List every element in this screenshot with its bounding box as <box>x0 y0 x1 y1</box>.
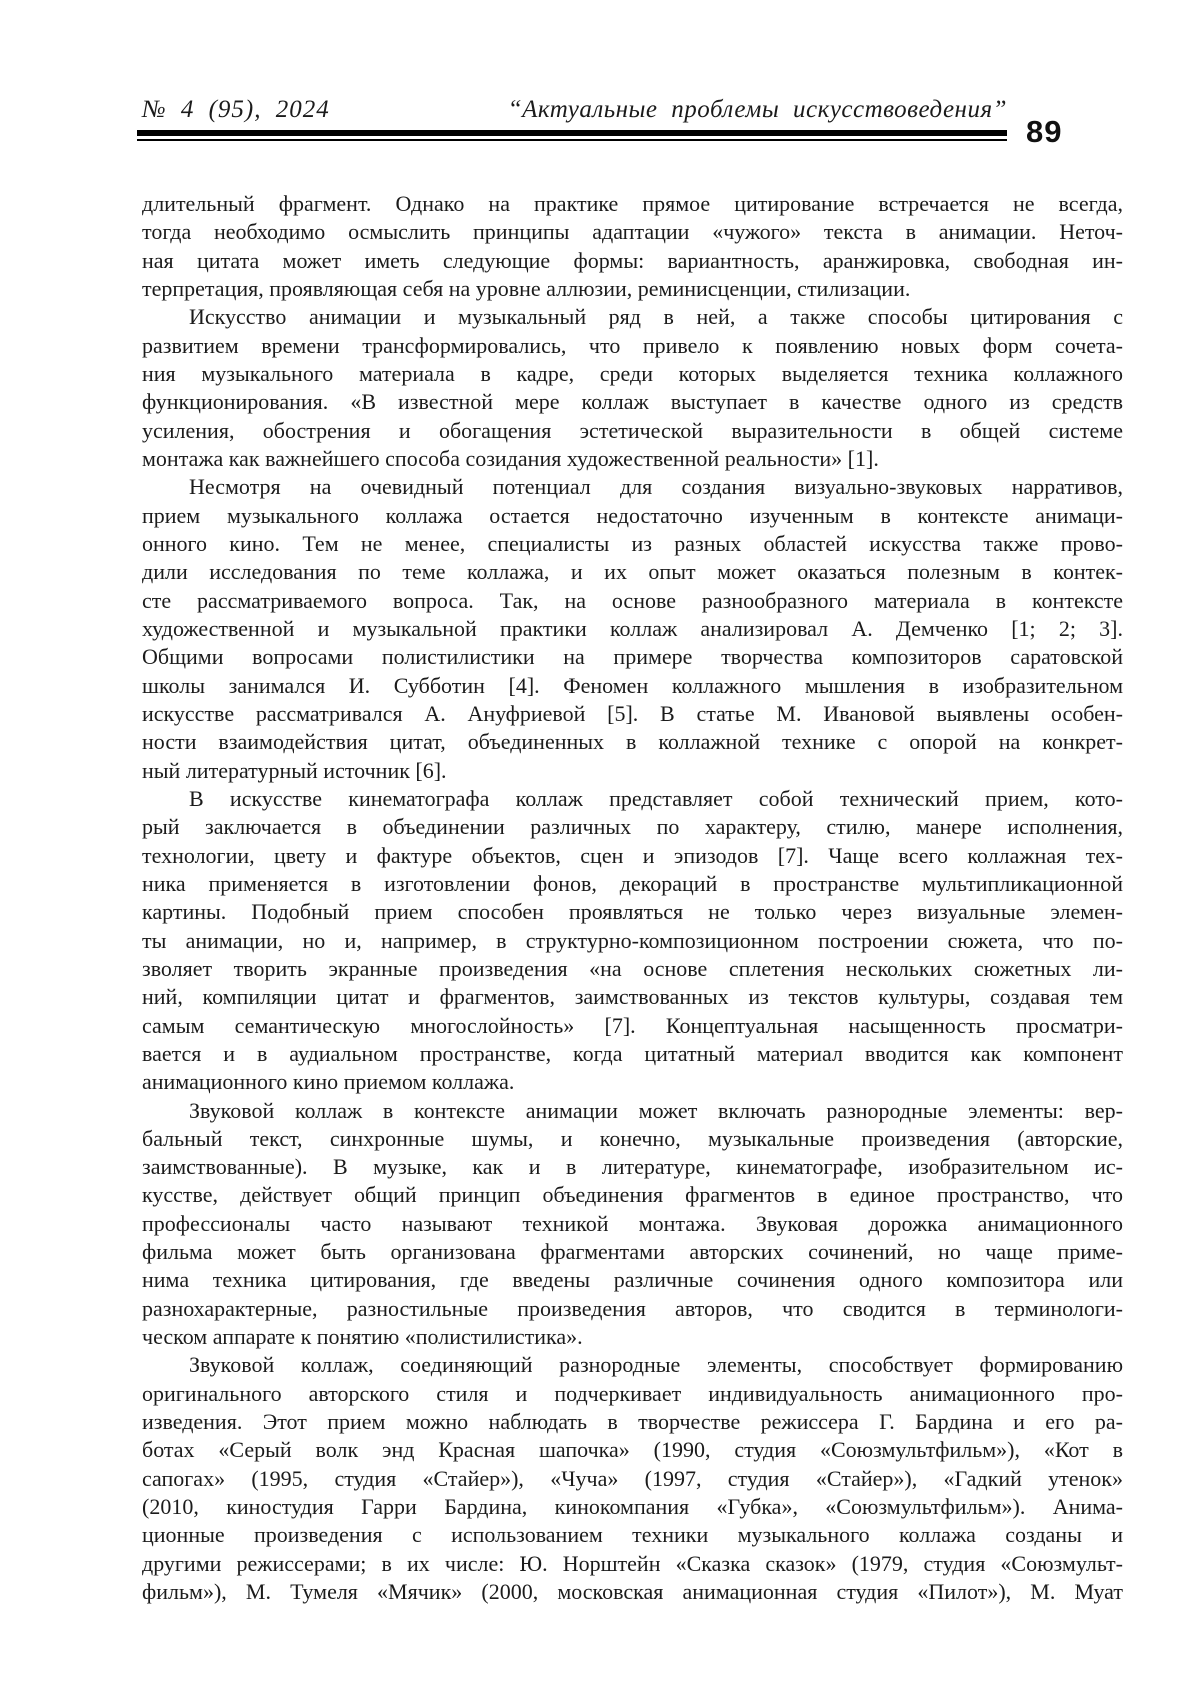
text-line: сте рассматриваемого вопроса. Так, на основе разнообразного материала в контексте <box>142 587 1123 613</box>
text-line: заимствованные). В музыке, как и в литературе, кинематографе, изобразительном ис- <box>142 1154 1123 1180</box>
page-number: 89 <box>1026 114 1063 149</box>
text-line: длительный фрагмент. Однако на практике прямое цитирование встречается не всегда, <box>142 191 1123 216</box>
text-line: Звуковой коллаж, соединяющий разнородные элементы, способствует формированию <box>189 1352 1123 1378</box>
text-line: кусстве, действует общий принцип объединения фрагментов в единое пространство, что <box>142 1182 1123 1208</box>
text-line: разнохарактерные, разностильные произведения авторов, что сводится в терминологи- <box>142 1295 1123 1321</box>
text-line: школы занимался И. Субботин [4]. Феномен коллажного мышления в изобразительном <box>142 672 1123 698</box>
header-rule-thick <box>137 130 1007 136</box>
text-line: фильм»), М. Тумеля «Мячик» (2000, московская анимационная студия «Пилот»), М. Муат <box>142 1579 1123 1605</box>
text-line: Общими вопросами полистилистики на примере творчества композиторов саратовской <box>142 644 1123 670</box>
text-line: самым семантическую многослойность» [7]. Концептуальная насыщенность просматри- <box>142 1012 1123 1038</box>
text-line: ческом аппарате к понятию «полистилистика». <box>142 1324 583 1350</box>
header-rule-thin <box>137 139 1007 141</box>
text-line: рый заключается в объединении различных по характеру, стилю, манере исполнения, <box>142 814 1123 840</box>
text-line: ционные произведения с использованием техники музыкального коллажа созданы и <box>142 1522 1123 1548</box>
article-body <box>142 190 1123 1606</box>
text-line: ника применяется в изготовлении фонов, декораций в пространстве мультипликационной <box>142 870 1123 896</box>
text-line: прием музыкального коллажа остается недостаточно изученным в контексте анимаци- <box>142 502 1123 528</box>
text-line: дили исследования по теме коллажа, и их опыт может оказаться полезным в контек- <box>142 559 1123 585</box>
text-line: зволяет творить экранные произведения «на основе сплетения нескольких сюжетных ли- <box>142 955 1123 981</box>
paragraph <box>142 190 1123 303</box>
text-line: ный литературный источник [6]. <box>142 757 447 783</box>
text-line: функционирования. «В известной мере коллаж выступает в качестве одного из средств <box>142 389 1123 415</box>
text-line: ботах «Серый волк энд Красная шапочка» (1990, студия «Союзмультфильм»), «Кот в <box>142 1437 1123 1463</box>
text-line: бальный текст, синхронные шумы, и конечно, музыкальные произведения (авторские, <box>142 1125 1123 1151</box>
paragraph <box>142 473 1123 785</box>
text-line: ты анимации, но и, например, в структурно-композиционном построении сюжета, что по- <box>142 927 1123 953</box>
journal-title: “Актуальные проблемы искусствоведения” <box>507 96 1007 123</box>
text-line: вается и в аудиальном пространстве, когда цитатный материал вводится как компонент <box>142 1040 1123 1066</box>
text-line: ний, компиляции цитат и фрагментов, заимствованных из текстов культуры, создавая тем <box>142 984 1123 1010</box>
text-line: монтажа как важнейшего способа созидания художественной реальности» [1]. <box>142 445 879 471</box>
paragraph <box>142 785 1123 1097</box>
text-line: анимационного кино приемом коллажа. <box>142 1069 515 1095</box>
header-rule <box>137 130 1007 141</box>
text-line: технологии, цвету и фактуре объектов, сцен и эпизодов [7]. Чаще всего коллажная тех- <box>142 842 1123 868</box>
text-line: ния музыкального материала в кадре, среди которых выделяется техника коллажного <box>142 360 1123 386</box>
text-line: терпретация, проявляющая себя на уровне аллюзии, реминисценции, стилизации. <box>142 275 911 301</box>
text-line: тогда необходимо осмыслить принципы адаптации «чужого» текста в анимации. Неточ- <box>142 219 1123 245</box>
text-line: картины. Подобный прием способен проявляться не только через визуальные элемен- <box>142 899 1123 925</box>
text-line: усиления, обострения и обогащения эстетической выразительности в общей системе <box>142 417 1123 443</box>
text-line: В искусстве кинематографа коллаж представляет собой технический прием, кото- <box>189 785 1123 811</box>
text-line: искусстве рассматривался А. Ануфриевой [5]. В статье М. Ивановой выявлены особен- <box>142 700 1123 726</box>
text-line: Искусство анимации и музыкальный ряд в ней, а также способы цитирования с <box>189 304 1123 330</box>
text-line: Звуковой коллаж в контексте анимации может включать разнородные элементы: вер- <box>189 1097 1123 1123</box>
text-line: нима техника цитирования, где введены различные сочинения одного композитора или <box>142 1267 1123 1293</box>
text-line: развитием времени трансформировались, что привело к появлению новых форм сочета- <box>142 332 1123 358</box>
issue-label: № 4 (95), 2024 <box>142 96 330 123</box>
paragraph <box>142 303 1123 473</box>
text-line: ности взаимодействия цитат, объединенных в коллажной технике с опорой на конкрет- <box>142 729 1123 755</box>
text-line: изведения. Этот прием можно наблюдать в творчестве режиссера Г. Бардина и его ра- <box>142 1409 1123 1435</box>
text-line: сапогах» (1995, студия «Стайер»), «Чуча» (1997, студия «Стайер»), «Гадкий утенок» <box>142 1465 1123 1491</box>
text-line: другими режиссерами; в их числе: Ю. Норштейн «Сказка сказок» (1979, студия «Союзмульт- <box>142 1550 1123 1576</box>
text-line: профессионалы часто называют техникой монтажа. Звуковая дорожка анимационного <box>142 1210 1123 1236</box>
text-line: Несмотря на очевидный потенциал для создания визуально-звуковых нарративов, <box>189 474 1123 500</box>
text-line: ная цитата может иметь следующие формы: вариантность, аранжировка, свободная ин- <box>142 247 1123 273</box>
paragraph <box>142 1097 1123 1352</box>
text-line: художественной и музыкальной практики коллаж анализировал А. Демченко [1; 2; 3]. <box>142 615 1123 641</box>
text-line: онного кино. Тем не менее, специалисты из разных областей искусства также прово- <box>142 530 1123 556</box>
text-line: фильма может быть организована фрагментами авторских сочинений, но чаще приме- <box>142 1239 1123 1265</box>
text-line: (2010, киностудия Гарри Бардина, кинокомпания «Губка», «Союзмультфильм»). Анима- <box>142 1494 1123 1520</box>
text-line: оригинального авторского стиля и подчеркивает индивидуальность анимационного про- <box>142 1380 1123 1406</box>
paragraph <box>142 1351 1123 1606</box>
